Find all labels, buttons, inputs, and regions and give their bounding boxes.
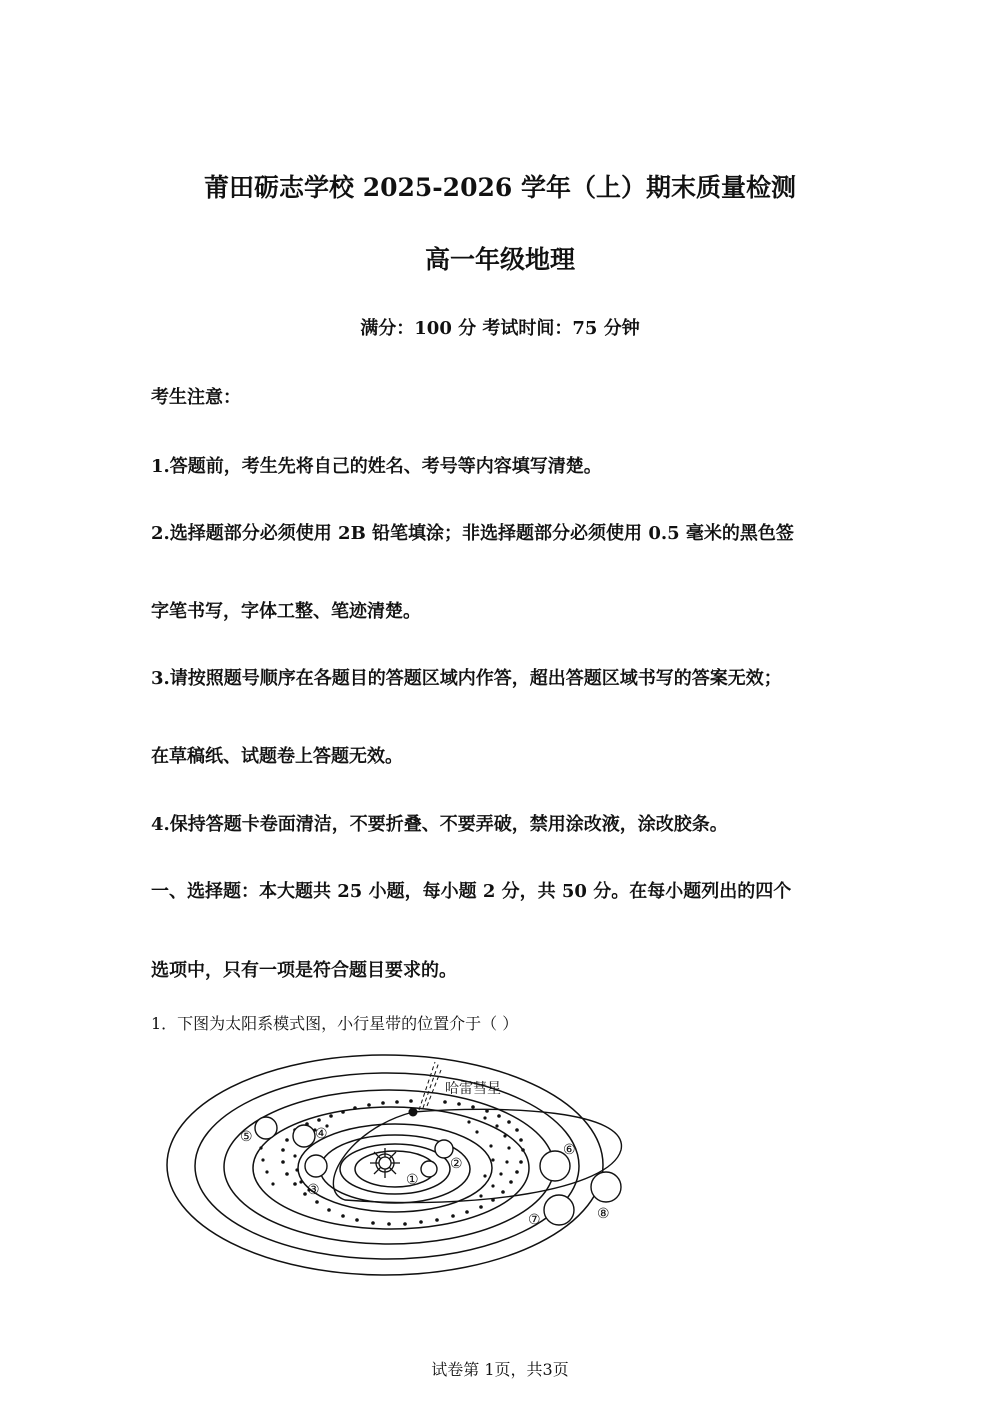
section-heading-cont: 选项中，只有一项是符合题目要求的。 (151, 960, 457, 981)
notice-item-4: 4.保持答题卡卷面清洁，不要折叠、不要弄破，禁用涂改液，涂改胶条。 (151, 814, 728, 835)
planet-4 (293, 1125, 315, 1147)
comet-label: 哈雷彗星 (445, 1081, 501, 1097)
notice-item-2-cont: 字笔书写，字体工整、笔迹清楚。 (151, 601, 421, 622)
planet-label-7: ⑦ (528, 1212, 541, 1228)
planet-label-8: ⑧ (597, 1206, 610, 1222)
question-1-text: 1．下图为太阳系模式图，小行星带的位置介于（ ） (151, 1014, 519, 1033)
planet-7 (544, 1195, 574, 1225)
notice-item-1: 1.答题前，考生先将自己的姓名、考号等内容填写清楚。 (151, 456, 602, 477)
planet-label-5: ⑤ (240, 1129, 253, 1145)
notice-item-3-cont: 在草稿纸、试题卷上答题无效。 (151, 746, 403, 767)
exam-subtitle: 高一年级地理 (424, 245, 575, 274)
notice-item-3: 3.请按照题号顺序在各题目的答题区域内作答，超出答题区域书写的答案无效； (151, 668, 782, 689)
planet-label-3: ③ (307, 1182, 320, 1198)
sun-icon (370, 1148, 400, 1178)
section-heading: 一、选择题：本大题共 25 小题，每小题 2 分，共 50 分。在每小题列出的四个 (151, 881, 792, 902)
planet-8 (591, 1172, 621, 1202)
exam-title: 莆田砺志学校 2025-2026 学年（上）期末质量检测 (204, 173, 796, 202)
planet-label-1: ① (406, 1172, 419, 1188)
planet-label-2: ② (450, 1156, 463, 1172)
notice-item-2: 2.选择题部分必须使用 2B 铅笔填涂；非选择题部分必须使用 0.5 毫米的黑色签 (151, 523, 794, 544)
planet-1 (421, 1161, 437, 1177)
planet-label-6: ⑥ (563, 1142, 576, 1158)
solar-system-diagram (155, 1050, 635, 1282)
comet-tail (419, 1062, 441, 1110)
exam-info: 满分：100 分 考试时间：75 分钟 (360, 318, 640, 339)
comet-head (409, 1108, 418, 1117)
planet-5 (255, 1117, 277, 1139)
planet-3 (305, 1155, 327, 1177)
notice-heading: 考生注意： (151, 387, 241, 408)
planet-label-4: ④ (315, 1126, 328, 1142)
page-footer: 试卷第 1页，共3页 (431, 1360, 569, 1379)
